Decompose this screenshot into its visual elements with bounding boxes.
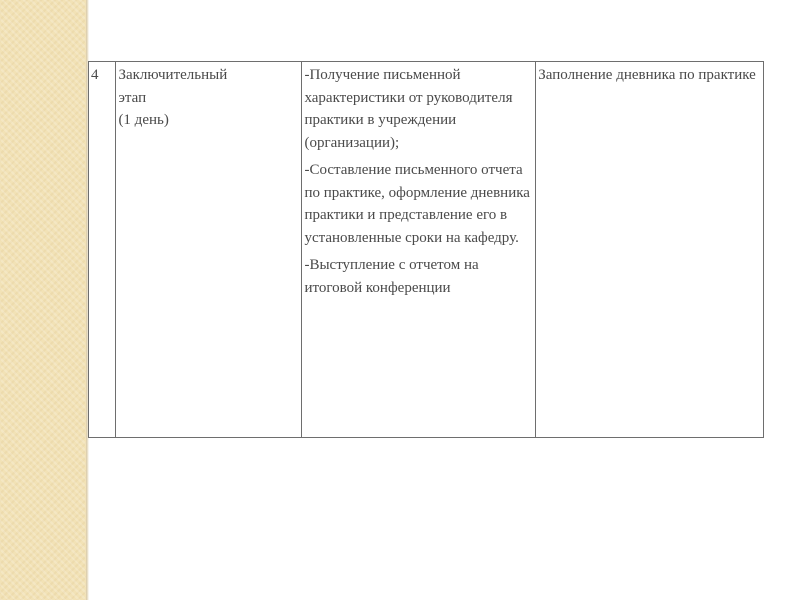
- row-number: 4: [91, 67, 99, 83]
- stage-name-line-2: этап: [118, 89, 147, 106]
- task-item: -Выступление с отчетом на итоговой конференции: [304, 257, 479, 296]
- report-form-text: Заполнение дневника по практике: [538, 67, 756, 83]
- cell-stage: [116, 62, 302, 438]
- cell-row-number: [89, 62, 116, 438]
- task-item: -Получение письменной характеристики от руководителя практики в учреждении (организации);: [304, 67, 513, 151]
- practice-schedule-table: [88, 61, 764, 438]
- decorative-side-strip: [0, 0, 86, 600]
- task-item: -Составление письменного отчета по практике, оформление дневника практики и представление его в установленные сроки на кафедру.: [304, 162, 530, 246]
- stage-duration: (1 день): [118, 112, 169, 128]
- cell-tasks: [302, 62, 536, 438]
- table-row: [89, 62, 764, 438]
- stage-name-line-1: Заключительный: [118, 67, 228, 83]
- cell-report-form: [536, 62, 764, 438]
